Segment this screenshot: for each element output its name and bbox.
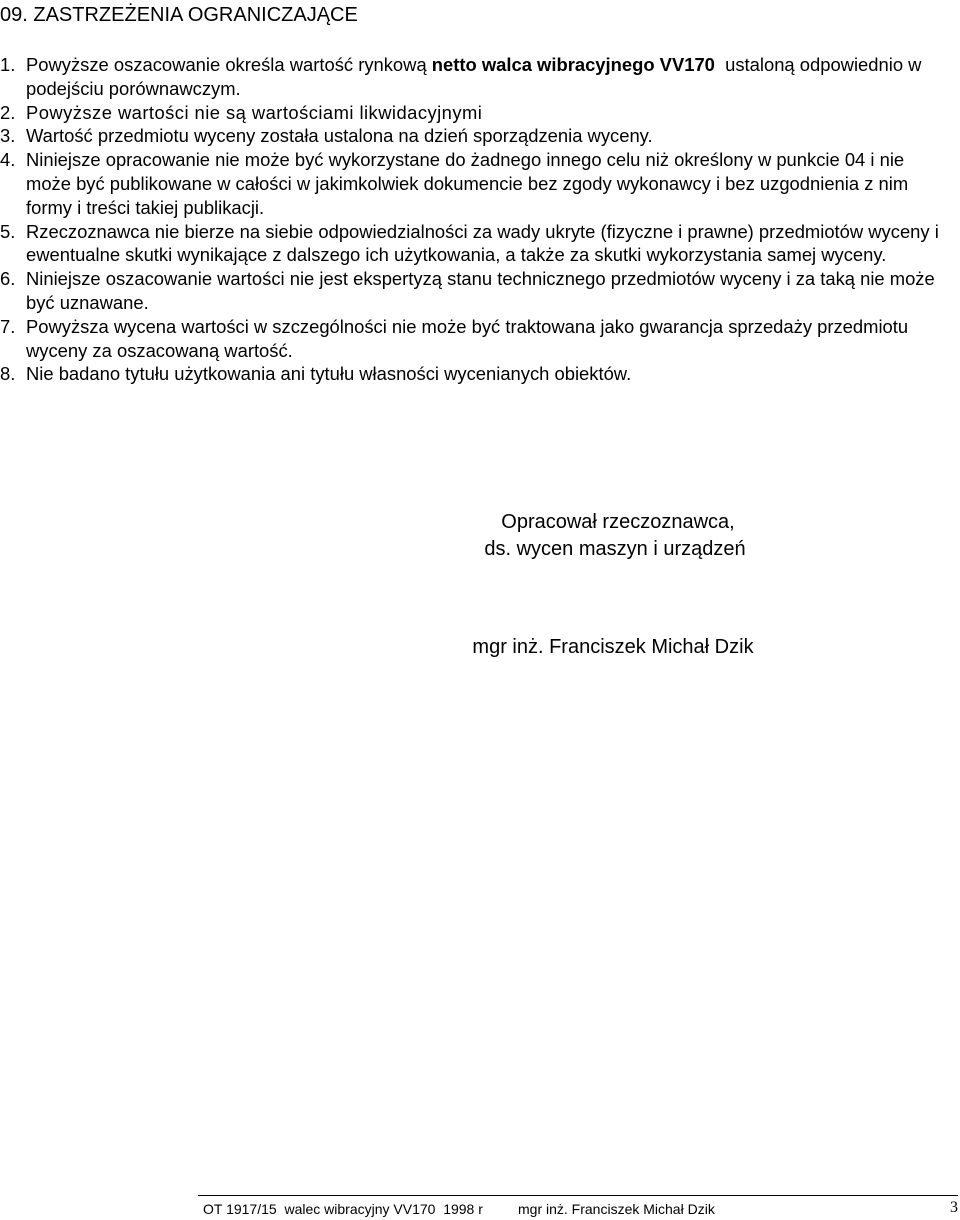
- item-text-bold: netto walca wibracyjnego VV170: [431, 54, 715, 75]
- list-item: [0, 220, 960, 268]
- list-item: [0, 362, 960, 386]
- item-text: Powyższe wartości nie są wartościami likwidacyjnymi: [26, 101, 483, 123]
- item-text: Powyższa wycena wartości w szczególności nie może być traktowana jako gwarancja sprzedaży przedmiotu wyceny za oszacowaną wartość.: [26, 315, 909, 361]
- footer-divider: [198, 1195, 958, 1196]
- item-text: Niniejsze oszacowanie wartości nie jest ekspertyzą stanu technicznego przedmiotów wyceny i za taką nie może być uznawane.: [26, 268, 935, 313]
- item-text: Rzeczoznawca nie bierze na siebie odpowiedzialności za wady ukryte (fizyczne i prawne) przedmiotów wyceny i ewentualne skutki wynikające z dalszego ich użytkowania, a także za skutki wykorzystania samej wyceny.: [26, 220, 939, 266]
- item-number: 6.: [0, 268, 16, 290]
- item-number: 5.: [0, 220, 16, 242]
- item-number: 2.: [0, 101, 16, 123]
- item-text: Nie badano tytułu użytkowania ani tytułu własności wycenianych obiektów.: [26, 363, 632, 385]
- item-number: 3.: [0, 125, 16, 147]
- signature-role: Opracował rzeczoznawca,: [501, 511, 735, 533]
- signature-name: mgr inż. Franciszek Michał Dzik: [472, 636, 754, 658]
- item-number: 1.: [0, 54, 16, 75]
- item-number: 7.: [0, 315, 16, 337]
- item-number: 8.: [0, 363, 16, 385]
- item-text: Wartość przedmiotu wyceny została ustalona na dzień sporządzenia wyceny.: [26, 125, 653, 147]
- footer-author: mgr inż. Franciszek Michał Dzik: [518, 1201, 715, 1217]
- item-text-part: ustaloną odpowiednio w podejściu porównawczym.: [26, 54, 927, 99]
- restrictions-list: [0, 53, 960, 386]
- signature-specialty: ds. wycen maszyn i urządzeń: [484, 538, 746, 560]
- footer-document-ref: OT 1917/15 walec wibracyjny VV170 1998 r: [203, 1201, 483, 1217]
- list-item: [0, 267, 960, 315]
- section-heading: 09. ZASTRZEŻENIA OGRANICZAJĄCE: [0, 4, 358, 26]
- list-item: [0, 148, 960, 219]
- item-text: [26, 53, 960, 101]
- item-text-part: Powyższe oszacowanie określa wartość rynkową: [26, 54, 432, 75]
- list-item: [0, 124, 960, 148]
- page-number: 3: [950, 1199, 958, 1216]
- item-number: 4.: [0, 149, 16, 171]
- list-item: [0, 315, 960, 363]
- item-text: Niniejsze opracowanie nie może być wykorzystane do żadnego innego celu niż określony w punkcie 04 i nie może być publikowane w całości w jakimkolwiek dokumencie bez zgody wykonawcy i bez uzgodnienia z nim formy i treści takiej publikacji.: [26, 149, 909, 218]
- list-item: [0, 101, 960, 125]
- list-item: [0, 53, 960, 101]
